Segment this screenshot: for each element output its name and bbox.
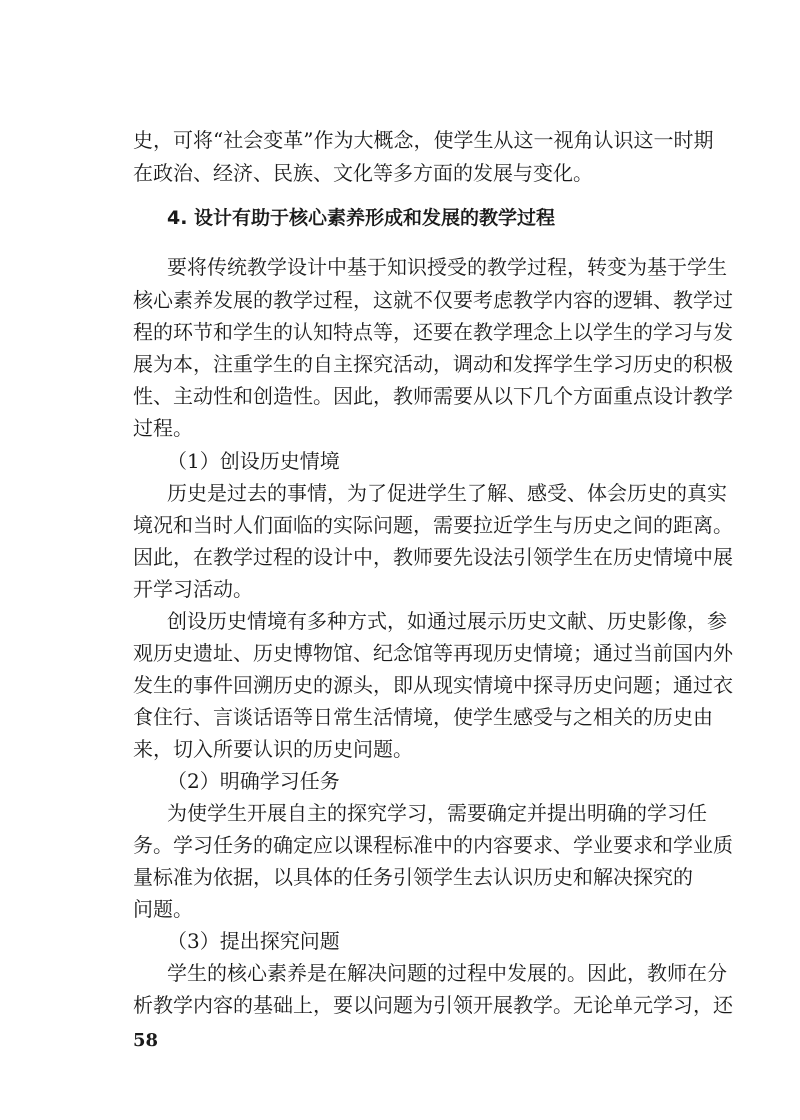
text-line: 过程。	[133, 416, 193, 440]
text-line: 核心素养发展的教学过程，这就不仅要考虑教学内容的逻辑、教学过	[133, 288, 733, 312]
subsection-title-1: （1）创设历史情境	[167, 449, 340, 473]
text-line: 观历史遗址、历史博物馆、纪念馆等再现历史情境；通过当前国内外	[133, 641, 733, 665]
text-line: 发生的事件回溯历史的源头，即从现实情境中探寻历史问题；通过衣	[133, 673, 733, 697]
text-line: 因此，在教学过程的设计中，教师要先设法引领学生在历史情境中展	[133, 545, 733, 569]
text-line: 为使学生开展自主的探究学习，需要确定并提出明确的学习任	[167, 801, 707, 825]
page-number: 58	[133, 1030, 159, 1051]
text-line: 境况和当时人们面临的实际问题，需要拉近学生与历史之间的距离。	[133, 513, 733, 537]
text-line: 性、主动性和创造性。因此，教师需要从以下几个方面重点设计教学	[133, 384, 733, 408]
text-line: 问题。	[133, 897, 193, 921]
subsection-title-2: （2）明确学习任务	[167, 769, 340, 793]
text-line: 学生的核心素养是在解决问题的过程中发展的。因此，教师在分	[167, 961, 727, 985]
text-line: 展为本，注重学生的自主探究活动，调动和发挥学生学习历史的积极	[133, 352, 733, 376]
section-heading: 4. 设计有助于核心素养形成和发展的教学过程	[167, 207, 556, 229]
text-line: 析教学内容的基础上，要以问题为引领开展教学。无论单元学习，还	[133, 993, 733, 1017]
text-line: 务。学习任务的确定应以课程标准中的内容要求、学业要求和学业质	[133, 833, 733, 857]
text-line: 量标准为依据，以具体的任务引领学生去认识历史和解决探究的	[133, 865, 693, 889]
subsection-title-3: （3）提出探究问题	[167, 929, 340, 953]
text-line: 创设历史情境有多种方式，如通过展示历史文献、历史影像，参	[167, 609, 727, 633]
text-line: 要将传统教学设计中基于知识授受的教学过程，转变为基于学生	[167, 255, 727, 279]
text-line: 程的环节和学生的认知特点等，还要在教学理念上以学生的学习与发	[133, 320, 733, 344]
text-line: 史，可将“社会变革”作为大概念，使学生从这一视角认识这一时期	[133, 128, 714, 152]
text-line: 在政治、经济、民族、文化等多方面的发展与变化。	[133, 161, 593, 185]
text-line: 历史是过去的事情，为了促进学生了解、感受、体会历史的真实	[167, 481, 727, 505]
text-line: 开学习活动。	[133, 577, 253, 601]
text-line: 食住行、言谈话语等日常生活情境，使学生感受与之相关的历史由	[133, 705, 713, 729]
text-line: 来，切入所要认识的历史问题。	[133, 737, 413, 761]
